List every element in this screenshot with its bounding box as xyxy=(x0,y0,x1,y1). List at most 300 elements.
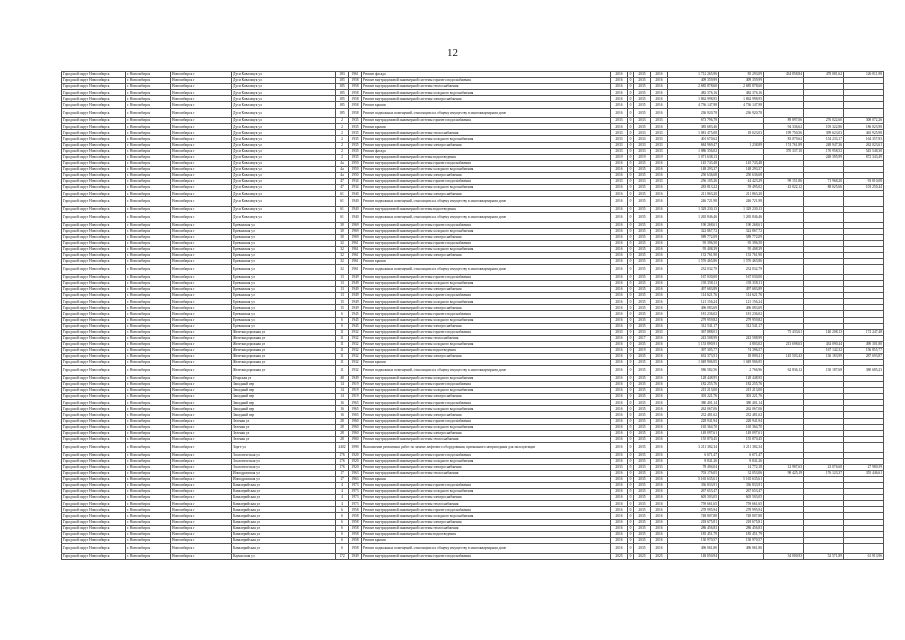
cell-build-year: 1973 xyxy=(349,483,362,489)
cell-source-1: 1 238,89 xyxy=(719,142,764,148)
cell-period: 2033 xyxy=(651,142,668,148)
cell-street: Ереванская ул xyxy=(232,281,336,287)
cell-period: 2016 xyxy=(651,335,668,341)
cell-total-cost: 211 863,20 xyxy=(668,191,719,197)
cell-fact-year: 0 xyxy=(628,476,634,482)
cell-build-year: 1919 xyxy=(349,388,362,394)
cell-source-1: 748 807,88 xyxy=(719,513,764,519)
cell-end-year: 2033 xyxy=(634,464,651,470)
cell-plan-year: 2016 xyxy=(611,501,628,507)
cell-city: Новосибирск г xyxy=(171,124,232,130)
cell-settlement: г. Новосибирск xyxy=(126,483,171,489)
cell-fact-year: 0 xyxy=(628,185,634,191)
cell-period: 2016 xyxy=(651,287,668,293)
cell-street: Дуси Ковальчук ул xyxy=(232,124,336,130)
cell-city: Новосибирск г xyxy=(171,253,232,259)
table-row xyxy=(62,185,884,191)
table-row xyxy=(62,388,884,394)
cell-source-1: 1 329 230,13 xyxy=(719,206,764,212)
cell-work-type: Ремонт внутридомовой инженерной системы холодного водоснабжения xyxy=(362,228,611,234)
cell-build-year: 1973 xyxy=(349,489,362,495)
cell-source-1: 228 941,94 xyxy=(719,418,764,424)
cell-total-cost: 1 712 265,96 xyxy=(668,72,719,78)
cell-plan-year: 2016 xyxy=(611,78,628,84)
cell-municipality: Городской округ Новосибирск xyxy=(62,206,126,212)
cell-house-number: 2 xyxy=(336,142,349,148)
cell-fact-year: 0 xyxy=(628,329,634,335)
cell-total-cost: 246 721,98 xyxy=(668,197,719,207)
cell-fact-year: 0 xyxy=(628,323,634,329)
cell-house-number: 14 xyxy=(336,388,349,394)
cell-house-number: 13 xyxy=(336,281,349,287)
cell-work-type: Ремонт внутридомовой инженерной системы электроснабжения xyxy=(362,464,611,470)
cell-municipality: Городской округ Новосибирск xyxy=(62,531,126,537)
cell-municipality: Городской округ Новосибирск xyxy=(62,553,126,559)
cell-work-type: Ремонт внутридомовой инженерной системы холодного водоснабжения xyxy=(362,166,611,172)
cell-municipality: Городской округ Новосибирск xyxy=(62,90,126,96)
cell-municipality: Городской округ Новосибирск xyxy=(62,228,126,234)
cell-build-year: 1949 xyxy=(349,305,362,311)
cell-work-type: Ремонт внутридомовой инженерной системы горячего водоснабжения xyxy=(362,400,611,406)
cell-build-year: 1960 xyxy=(349,418,362,424)
cell-build-year: 1940 xyxy=(349,206,362,212)
cell-source-3: 136 183,99 xyxy=(804,354,844,360)
cell-work-type: Ремонт внутридомовой инженерной системы водоотведения xyxy=(362,206,611,212)
cell-city: Новосибирск г xyxy=(171,206,232,212)
cell-total-cost: 279 959,82 xyxy=(668,317,719,323)
cell-plan-year: 2016 xyxy=(611,495,628,501)
table-row xyxy=(62,265,884,275)
cell-end-year: 2035 xyxy=(634,394,651,400)
cell-house-number: 28 xyxy=(336,424,349,430)
cell-source-1: 18 023,03 xyxy=(719,130,764,136)
cell-source-1: 759 661,65 xyxy=(719,501,764,507)
cell-work-type: Ремонт внутридомовой инженерной системы электроснабжения xyxy=(362,142,611,148)
cell-fact-year: 0 xyxy=(628,213,634,223)
cell-build-year: 1932 xyxy=(349,329,362,335)
cell-source-1: 130 970,57 xyxy=(719,537,764,543)
cell-build-year: 1965 xyxy=(349,400,362,406)
cell-period: 2016 xyxy=(651,519,668,525)
cell-house-number: 15 xyxy=(336,305,349,311)
cell-source-1: 44 423,29 xyxy=(719,179,764,185)
cell-total-cost: 130 970,57 xyxy=(668,537,719,543)
cell-period: 2016 xyxy=(651,299,668,305)
cell-municipality: Городской округ Новосибирск xyxy=(62,418,126,424)
cell-fact-year: 0 xyxy=(628,354,634,360)
cell-end-year: 2033 xyxy=(634,118,651,124)
cell-municipality: Городской округ Новосибирск xyxy=(62,412,126,418)
cell-work-type: Ремонт внутридомовой инженерной системы электроснабжения xyxy=(362,287,611,293)
cell-house-number: 6 xyxy=(336,317,349,323)
cell-source-4: 103 250,44 xyxy=(844,185,884,191)
cell-total-cost: 2 685 878,60 xyxy=(668,84,719,90)
cell-municipality: Городской округ Новосибирск xyxy=(62,329,126,335)
cell-plan-year: 2016 xyxy=(611,470,628,476)
cell-period: 2016 xyxy=(651,513,668,519)
cell-street: Зорге ул xyxy=(232,442,336,452)
cell-street: Западный пер xyxy=(232,388,336,394)
cell-street: Каунасская ул xyxy=(232,553,336,559)
cell-street: Западный пер xyxy=(232,382,336,388)
cell-city: Новосибирск г xyxy=(171,476,232,482)
cell-house-number: 17 xyxy=(336,476,349,482)
cell-fact-year: 0 xyxy=(628,464,634,470)
cell-total-cost: 165 364,70 xyxy=(668,424,719,430)
cell-street: Дуси Ковальчук ул xyxy=(232,179,336,185)
cell-street: Дуси Ковальчук ул xyxy=(232,173,336,179)
table-row xyxy=(62,458,884,464)
cell-plan-year: 2033 xyxy=(611,136,628,142)
cell-city: Новосибирск г xyxy=(171,185,232,191)
cell-source-2: 34 000,93 xyxy=(764,553,804,559)
cell-build-year: 1935 xyxy=(349,148,362,154)
cell-total-cost: 497 683,89 xyxy=(668,287,719,293)
cell-work-type: Ремонт внутридомовой инженерной системы холодного водоснабжения xyxy=(362,299,611,305)
cell-source-4: 186 023,98 xyxy=(844,124,884,130)
cell-total-cost: 182 255,76 xyxy=(668,382,719,388)
cell-house-number: 6 xyxy=(336,323,349,329)
cell-source-1: 322 867,72 xyxy=(719,228,764,234)
cell-source-2 xyxy=(764,265,804,275)
cell-end-year: 2035 xyxy=(634,108,651,118)
cell-city: Новосибирск г xyxy=(171,293,232,299)
cell-house-number: 176 xyxy=(336,452,349,458)
cell-house-number: 4 xyxy=(336,495,349,501)
cell-end-year: 2035 xyxy=(634,442,651,452)
cell-end-year: 2035 xyxy=(634,234,651,240)
cell-fact-year: 0 xyxy=(628,136,634,142)
cell-period: 2016 xyxy=(651,253,668,259)
cell-house-number: 11 xyxy=(336,354,349,360)
cell-source-3: 23 076,60 xyxy=(804,464,844,470)
cell-fact-year: 0 xyxy=(628,305,634,311)
cell-total-cost: 286 456,83 xyxy=(668,525,719,531)
cell-plan-year: 2016 xyxy=(611,366,628,376)
cell-total-cost: 748 807,88 xyxy=(668,513,719,519)
cell-end-year: 2033 xyxy=(634,148,651,154)
cell-municipality: Городской округ Новосибирск xyxy=(62,442,126,452)
cell-total-cost: 397 305,77 xyxy=(668,348,719,354)
cell-build-year: 1963 xyxy=(349,476,362,482)
cell-period: 2016 xyxy=(651,476,668,482)
cell-work-type: Ремонт внутридомовой инженерной системы водоотведения xyxy=(362,531,611,537)
cell-city: Новосибирск г xyxy=(171,452,232,458)
cell-street: Ереванская ул xyxy=(232,247,336,253)
cell-source-1: 145 743,48 xyxy=(719,160,764,166)
cell-settlement: г. Новосибирск xyxy=(126,299,171,305)
cell-settlement: г. Новосибирск xyxy=(126,442,171,452)
cell-city: Новосибирск г xyxy=(171,458,232,464)
cell-work-type: Ремонт внутридомовой инженерной системы горячего водоснабжения xyxy=(362,274,611,280)
cell-fact-year: 0 xyxy=(628,341,634,347)
cell-fact-year: 0 xyxy=(628,335,634,341)
cell-fact-year: 0 xyxy=(628,388,634,394)
cell-work-type: Ремонт внутридомовой инженерной системы холодного водоснабжения xyxy=(362,341,611,347)
cell-house-number: 2 xyxy=(336,148,349,154)
cell-plan-year: 2016 xyxy=(611,197,628,207)
cell-fact-year: 0 xyxy=(628,442,634,452)
cell-source-3 xyxy=(804,197,844,207)
cell-source-1: 215 213,00 xyxy=(719,388,764,394)
cell-street: Ереванская ул xyxy=(232,299,336,305)
cell-source-4 xyxy=(844,197,884,207)
cell-settlement: г. Новосибирск xyxy=(126,375,171,381)
cell-source-2: 12 987,63 xyxy=(764,464,804,470)
cell-settlement: г. Новосибирск xyxy=(126,213,171,223)
cell-street: Ереванская ул xyxy=(232,253,336,259)
cell-municipality: Городской округ Новосибирск xyxy=(62,394,126,400)
cell-source-1: 211 863,20 xyxy=(719,191,764,197)
cell-plan-year: 2016 xyxy=(611,265,628,275)
cell-municipality: Городской округ Новосибирск xyxy=(62,335,126,341)
cell-fact-year: 0 xyxy=(628,366,634,376)
cell-house-number: 185 xyxy=(336,78,349,84)
cell-source-1: 155 870,45 xyxy=(719,436,764,442)
cell-period: 2016 xyxy=(651,458,668,464)
cell-period: 2016 xyxy=(651,412,668,418)
cell-municipality: Городской округ Новосибирск xyxy=(62,136,126,142)
cell-source-1: 2 766,96 xyxy=(719,366,764,376)
cell-work-type: Ремонт внутридомовой инженерной системы электроснабжения xyxy=(362,519,611,525)
cell-work-type: Ремонт внутридомовой инженерной системы горячего водоснабжения xyxy=(362,329,611,335)
cell-city: Новосибирск г xyxy=(171,553,232,559)
cell-work-type: Ремонт внутридомовой инженерной системы электроснабжения xyxy=(362,96,611,102)
table-row xyxy=(62,375,884,381)
cell-source-4: 262 023,61 xyxy=(844,142,884,148)
cell-city: Новосибирск г xyxy=(171,436,232,442)
table-row xyxy=(62,366,884,376)
cell-source-4 xyxy=(844,108,884,118)
cell-period: 2016 xyxy=(651,281,668,287)
cell-build-year: 1958 xyxy=(349,513,362,519)
cell-end-year: 2035 xyxy=(634,72,651,78)
cell-street: Западный пер xyxy=(232,394,336,400)
cell-municipality: Городской округ Новосибирск xyxy=(62,406,126,412)
cell-end-year: 2035 xyxy=(634,299,651,305)
cell-build-year: 1961 xyxy=(349,72,362,78)
cell-fact-year: 0 xyxy=(628,406,634,412)
cell-work-type: Ремонт внутридомовой инженерной системы горячего водоснабжения xyxy=(362,293,611,299)
cell-work-type: Ремонт фасада xyxy=(362,148,611,154)
cell-city: Новосибирск г xyxy=(171,394,232,400)
cell-end-year: 2035 xyxy=(634,160,651,166)
cell-source-3 xyxy=(804,543,844,553)
table-row xyxy=(62,299,884,305)
cell-plan-year: 2016 xyxy=(611,424,628,430)
cell-settlement: г. Новосибирск xyxy=(126,458,171,464)
cell-street: Дуси Ковальчук ул xyxy=(232,136,336,142)
cell-work-type: Ремонт внутридомовой инженерной системы электроснабжения xyxy=(362,323,611,329)
cell-street: Дуси Ковальчук ул xyxy=(232,118,336,124)
cell-total-cost: 703 176,05 xyxy=(668,470,719,476)
cell-total-cost: 167 030,00 xyxy=(668,274,719,280)
cell-fact-year: 0 xyxy=(628,154,634,160)
cell-house-number: 28 xyxy=(336,418,349,424)
cell-build-year: 1935 xyxy=(349,118,362,124)
cell-settlement: г. Новосибирск xyxy=(126,495,171,501)
table-row xyxy=(62,543,884,553)
cell-end-year: 2035 xyxy=(634,452,651,458)
cell-end-year: 2035 xyxy=(634,323,651,329)
cell-total-cost: 1 086 356,02 xyxy=(668,148,719,154)
cell-build-year: 1920 xyxy=(349,464,362,470)
cell-street: Кавалерийская ул xyxy=(232,483,336,489)
cell-period: 2016 xyxy=(651,360,668,366)
cell-period: 2033 xyxy=(651,130,668,136)
table-row xyxy=(62,406,884,412)
cell-period: 2016 xyxy=(651,394,668,400)
cell-period: 2033 xyxy=(651,464,668,470)
cell-house-number: 15 xyxy=(336,299,349,305)
cell-source-3 xyxy=(804,265,844,275)
cell-street: Кавалерийская ул xyxy=(232,537,336,543)
cell-municipality: Городской округ Новосибирск xyxy=(62,452,126,458)
cell-city: Новосибирск г xyxy=(171,148,232,154)
cell-street: Дуси Ковальчук ул xyxy=(232,197,336,207)
cell-build-year: 1958 xyxy=(349,507,362,513)
cell-build-year: 1958 xyxy=(349,96,362,102)
cell-plan-year: 2033 xyxy=(611,130,628,136)
cell-street: Кавалерийская ул xyxy=(232,543,336,553)
cell-city: Новосибирск г xyxy=(171,299,232,305)
cell-house-number: 11 xyxy=(336,335,349,341)
cell-work-type: Ремонт внутридомовой инженерной системы электроснабжения xyxy=(362,412,611,418)
cell-end-year: 2035 xyxy=(634,84,651,90)
cell-city: Новосибирск г xyxy=(171,335,232,341)
cell-build-year: 1932 xyxy=(349,354,362,360)
cell-fact-year: 0 xyxy=(628,430,634,436)
cell-work-type: Ремонт внутридомовой инженерной системы горячего водоснабжения xyxy=(362,452,611,458)
cell-source-2: 370 337,10 xyxy=(764,148,804,154)
cell-period: 2016 xyxy=(651,424,668,430)
cell-settlement: г. Новосибирск xyxy=(126,323,171,329)
table-row xyxy=(62,213,884,223)
cell-total-cost: 1 862 998,95 xyxy=(668,96,719,102)
cell-period: 2016 xyxy=(651,537,668,543)
cell-street: Железнодорожная ул xyxy=(232,360,336,366)
cell-settlement: г. Новосибирск xyxy=(126,281,171,287)
cell-build-year: 1990 xyxy=(349,442,362,452)
cell-house-number: 16 xyxy=(336,412,349,418)
cell-fact-year: 0 xyxy=(628,240,634,246)
cell-street: Ереванская ул xyxy=(232,259,336,265)
cell-build-year: 1958 xyxy=(349,84,362,90)
cell-build-year: 1919 xyxy=(349,382,362,388)
cell-source-4 xyxy=(844,543,884,553)
cell-total-cost: 1 081 475,08 xyxy=(668,130,719,136)
cell-plan-year: 2016 xyxy=(611,206,628,212)
cell-fact-year: 0 xyxy=(628,470,634,476)
cell-settlement: г. Новосибирск xyxy=(126,130,171,136)
cell-city: Новосибирск г xyxy=(171,265,232,275)
cell-city: Новосибирск г xyxy=(171,160,232,166)
cell-end-year: 2035 xyxy=(634,388,651,394)
cell-street: Дуси Ковальчук ул xyxy=(232,84,336,90)
cell-build-year: 1958 xyxy=(349,78,362,84)
cell-end-year: 2033 xyxy=(634,179,651,185)
cell-city: Новосибирск г xyxy=(171,311,232,317)
cell-source-4: 308 072,26 xyxy=(844,118,884,124)
cell-build-year: 1950 xyxy=(349,173,362,179)
cell-city: Новосибирск г xyxy=(171,507,232,513)
cell-fact-year: 0 xyxy=(628,436,634,442)
cell-house-number: 16 xyxy=(336,406,349,412)
cell-source-1: 3 211 382,34 xyxy=(719,442,764,452)
cell-build-year: 1935 xyxy=(349,136,362,142)
cell-source-4: 872 343,49 xyxy=(844,154,884,160)
cell-period: 2016 xyxy=(651,452,668,458)
cell-fact-year: 0 xyxy=(628,166,634,172)
cell-end-year: 2035 xyxy=(634,424,651,430)
cell-work-type: Ремонт внутридомовой инженерной системы электроснабжения xyxy=(362,354,611,360)
cell-settlement: г. Новосибирск xyxy=(126,412,171,418)
cell-period: 2016 xyxy=(651,78,668,84)
cell-city: Новосибирск г xyxy=(171,400,232,406)
cell-city: Новосибирск г xyxy=(171,442,232,452)
cell-source-3: 140 208,13 xyxy=(804,329,844,335)
cell-source-3: 170 958,52 xyxy=(804,148,844,154)
cell-city: Новосибирск г xyxy=(171,281,232,287)
cell-fact-year: 0 xyxy=(628,424,634,430)
cell-build-year: 1935 xyxy=(349,130,362,136)
cell-house-number: 2402 xyxy=(336,442,349,452)
cell-city: Новосибирск г xyxy=(171,287,232,293)
cell-municipality: Городской округ Новосибирск xyxy=(62,543,126,553)
cell-plan-year: 2016 xyxy=(611,311,628,317)
cell-house-number: 4 xyxy=(336,483,349,489)
cell-build-year: 1958 xyxy=(349,531,362,537)
cell-city: Новосибирск г xyxy=(171,173,232,179)
cell-fact-year: 0 xyxy=(628,537,634,543)
cell-build-year: 1961 xyxy=(349,265,362,275)
cell-build-year: 1932 xyxy=(349,366,362,376)
cell-house-number: 28 xyxy=(336,430,349,436)
cell-build-year: 1949 xyxy=(349,287,362,293)
cell-end-year: 2035 xyxy=(634,418,651,424)
cell-street: Ереванская ул xyxy=(232,287,336,293)
cell-settlement: г. Новосибирск xyxy=(126,388,171,394)
cell-build-year: 1958 xyxy=(349,543,362,553)
cell-work-type: Ремонт внутридомовой инженерной системы электроснабжения xyxy=(362,305,611,311)
cell-source-2 xyxy=(764,213,804,223)
cell-build-year: 1940 xyxy=(349,197,362,207)
capital-repair-table xyxy=(61,71,884,560)
cell-end-year: 2035 xyxy=(634,406,651,412)
cell-build-year: 1958 xyxy=(349,108,362,118)
cell-source-3: 176 123,37 xyxy=(804,470,844,476)
cell-settlement: г. Новосибирск xyxy=(126,360,171,366)
cell-city: Новосибирск г xyxy=(171,130,232,136)
cell-settlement: г. Новосибирск xyxy=(126,293,171,299)
cell-settlement: г. Новосибирск xyxy=(126,424,171,430)
cell-source-2: 213 698,63 xyxy=(764,341,804,347)
cell-source-3: 478 081,62 xyxy=(804,72,844,78)
cell-fact-year: 0 xyxy=(628,274,634,280)
cell-total-cost: 148 050,94 xyxy=(668,553,719,559)
table-row xyxy=(62,108,884,118)
cell-street: Ереванская ул xyxy=(232,305,336,311)
cell-source-1: 279 959,82 xyxy=(719,317,764,323)
cell-municipality: Городской округ Новосибирск xyxy=(62,118,126,124)
cell-work-type: Ремонт подвальных помещений, относящихся к общему имуществу в многоквартирном доме xyxy=(362,265,611,275)
cell-total-cost: 283 813,22 xyxy=(668,185,719,191)
cell-city: Новосибирск г xyxy=(171,366,232,376)
cell-total-cost: 218 675,81 xyxy=(668,519,719,525)
cell-build-year: 1958 xyxy=(349,537,362,543)
cell-city: Новосибирск г xyxy=(171,430,232,436)
cell-period: 2016 xyxy=(651,348,668,354)
